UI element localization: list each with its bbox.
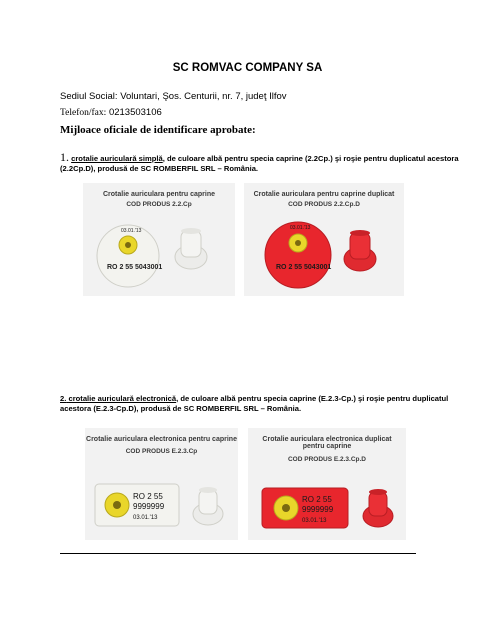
item-2-number: 2. xyxy=(60,394,67,403)
address-line: Sediul Social: Voluntari, Şos. Centurii, nr. 7, judeţ Ilfov xyxy=(60,91,287,102)
photo-code: COD PRODUS 2.2.Cp xyxy=(126,201,192,208)
item-1-link[interactable]: crotalie auriculară simplă xyxy=(71,154,163,163)
photo-simple-white xyxy=(83,183,235,296)
phone-value: 0213503106 xyxy=(108,107,162,118)
tag-line-1: RO 2 55 xyxy=(133,492,163,501)
company-title: SC ROMVAC COMPANY SA xyxy=(172,62,323,74)
phone-label: Telefon/fax: xyxy=(60,108,107,118)
photo-caption: Crotalie auriculara pentru caprine xyxy=(102,191,216,198)
photo-code: COD PRODUS E.2.3.Cp xyxy=(125,448,198,455)
tag-line-3: 03.01.'13 xyxy=(133,515,158,521)
photo-caption: Crotalie auriculara pentru caprine duplicat xyxy=(253,191,395,198)
photo-caption: Crotalie auriculara electronica duplicat pentru caprine xyxy=(262,436,392,450)
tag-line-1: RO 2 55 xyxy=(302,495,332,504)
photo-code: COD PRODUS E.2.3.Cp.D xyxy=(287,456,366,463)
tag-number-text: RO 2 55 5043001 xyxy=(107,264,163,271)
photo-caption: Crotalie auriculara electronica pentru caprine xyxy=(86,436,237,443)
red-tag-illustration xyxy=(244,183,404,296)
section-title: Mijloace oficiale de identificare aprobate: xyxy=(60,124,256,136)
photo-simple-red xyxy=(244,183,404,296)
item-1-text: , de culoare albă pentru specia caprine (2.2Cp.) şi roşie pentru duplicatul acestora (2.2Cp.D), produsă de SC ROMBERFIL SRL – România. xyxy=(60,154,459,173)
item-2-text: , de culoare albă pentru specia caprine (E.2.3-Cp.) şi roşie pentru duplicatul acestora (E.2.3-Cp.D), produsă de SC ROMBERFIL SRL – România. xyxy=(60,394,449,413)
tag-line-3: 03.01.'13 xyxy=(302,518,327,524)
white-tag-illustration xyxy=(83,183,235,296)
white-electronic-tag-illustration xyxy=(85,428,238,540)
phone-line xyxy=(60,107,162,118)
photo-code: COD PRODUS 2.2.Cp.D xyxy=(288,201,360,208)
red-electronic-tag-illustration xyxy=(248,428,406,540)
item-1-paragraph xyxy=(60,152,460,174)
tag-date-text: 03.01.'13 xyxy=(290,225,311,231)
item-2-link[interactable]: 2. crotalie auriculară electronică xyxy=(60,394,177,403)
tag-date-text: 03.01.'13 xyxy=(121,228,142,234)
tag-number-text: RO 2 55 5043001 xyxy=(276,264,332,271)
item-1-number: 1. xyxy=(60,150,69,164)
tag-line-2: 9999999 xyxy=(302,505,334,514)
photo-electronic-white xyxy=(85,428,238,540)
tag-line-2: 9999999 xyxy=(133,502,165,511)
photo-electronic-red xyxy=(248,428,406,540)
item-2-paragraph xyxy=(60,394,460,414)
bottom-divider xyxy=(60,553,416,554)
